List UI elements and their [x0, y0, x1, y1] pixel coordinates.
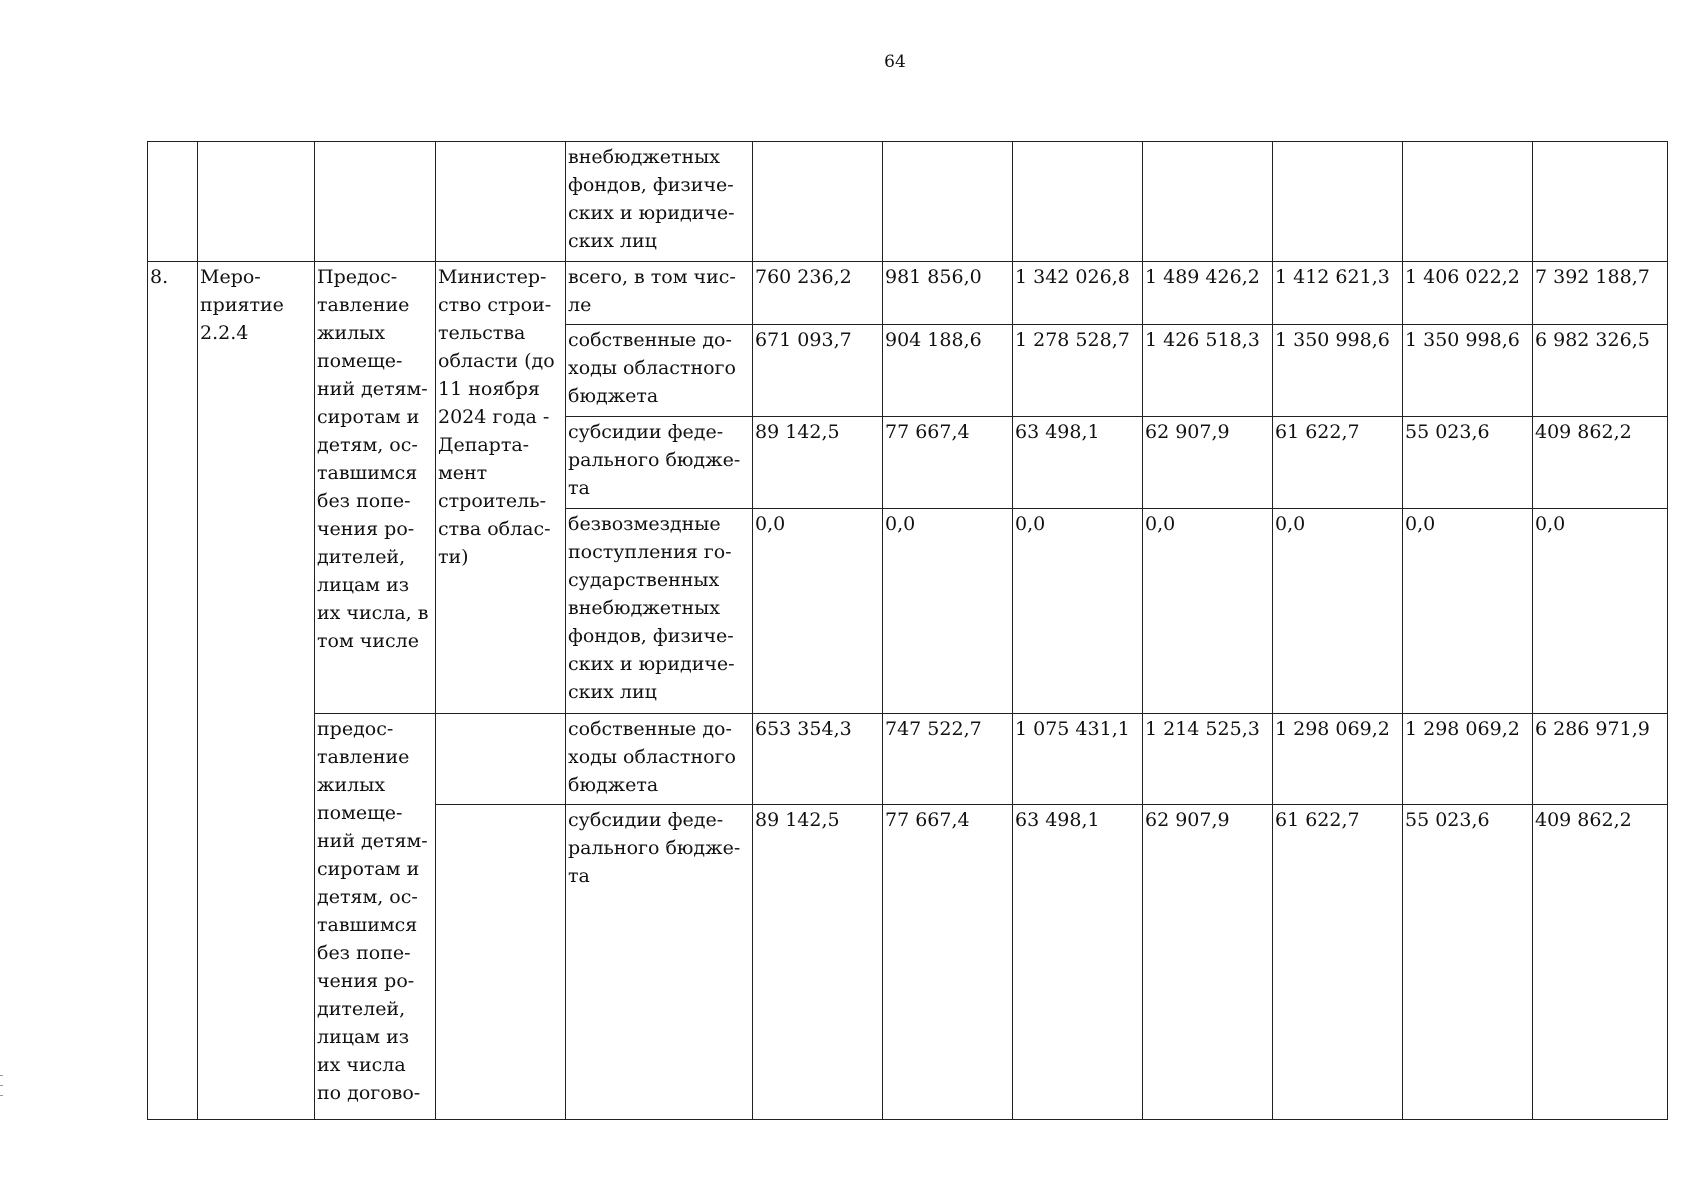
value-cell: 62 907,9 [1143, 417, 1273, 509]
funding-source-cell: субсидии феде-рального бюдже-та [566, 805, 753, 1120]
empty-cell [436, 805, 566, 1120]
sub-event-description: предос-тавление жилых помеще-ний детям-сиротам и детям, ос-тавшимся без попе-чения ро-дителей, лицам из их числа по догово- [315, 714, 436, 1120]
value-cell: 1 342 026,8 [1013, 262, 1143, 325]
event-description: Предос-тавление жилых помеще-ний детям-сиротам и детям, ос-тавшимся без попе-чения ро-дителей, лицам из их числа, в том числе [315, 262, 436, 714]
value-cell: 0,0 [1273, 509, 1403, 714]
executor: Министер-ство строи-тельства области (до 11 ноября 2024 года - Департа-мент строитель-ства облас-ти) [436, 262, 566, 714]
empty-cell [883, 142, 1013, 262]
value-cell: 1 350 998,6 [1273, 325, 1403, 417]
funding-source-cell: собственные до-ходы областного бюджета [566, 325, 753, 417]
empty-cell [1533, 142, 1668, 262]
value-cell: 0,0 [883, 509, 1013, 714]
funding-source-cell: субсидии феде-рального бюдже-та [566, 417, 753, 509]
budget-table [147, 141, 1668, 1120]
value-cell: 904 188,6 [883, 325, 1013, 417]
empty-cell [436, 142, 566, 262]
value-cell: 1 426 518,3 [1143, 325, 1273, 417]
empty-cell [1403, 142, 1533, 262]
value-cell: 1 298 069,2 [1273, 714, 1403, 805]
empty-cell [1013, 142, 1143, 262]
value-cell: 77 667,4 [883, 417, 1013, 509]
value-cell: 62 907,9 [1143, 805, 1273, 1120]
value-cell: 0,0 [1143, 509, 1273, 714]
value-cell: 1 075 431,1 [1013, 714, 1143, 805]
empty-cell [436, 714, 566, 805]
value-cell: 1 298 069,2 [1403, 714, 1533, 805]
funding-source-cell: безвозмездные поступления го-сударственных внебюджетных фондов, физиче-ских и юридиче-ских лиц [566, 509, 753, 714]
empty-cell [198, 142, 315, 262]
scan-mark [0, 1095, 3, 1096]
value-cell: 63 498,1 [1013, 417, 1143, 509]
value-cell: 1 214 525,3 [1143, 714, 1273, 805]
value-cell: 6 286 971,9 [1533, 714, 1668, 805]
scan-mark [0, 1085, 3, 1086]
value-cell: 7 392 188,7 [1533, 262, 1668, 325]
funding-source-cell: внебюджетных фондов, физиче-ских и юридиче-ских лиц [566, 142, 753, 262]
value-cell: 1 278 528,7 [1013, 325, 1143, 417]
value-cell: 0,0 [1403, 509, 1533, 714]
row-number: 8. [148, 262, 198, 1120]
value-cell: 0,0 [1533, 509, 1668, 714]
event-name: Меро-приятие 2.2.4 [198, 262, 315, 1120]
value-cell: 981 856,0 [883, 262, 1013, 325]
value-cell: 55 023,6 [1403, 805, 1533, 1120]
budget-row [148, 714, 1668, 805]
value-cell: 409 862,2 [1533, 417, 1668, 509]
page-number: 64 [884, 52, 906, 72]
value-cell: 61 622,7 [1273, 805, 1403, 1120]
funding-source-cell: собственные до-ходы областного бюджета [566, 714, 753, 805]
value-cell: 671 093,7 [753, 325, 883, 417]
value-cell: 61 622,7 [1273, 417, 1403, 509]
scan-mark [0, 1075, 3, 1076]
value-cell: 1 412 621,3 [1273, 262, 1403, 325]
value-cell: 89 142,5 [753, 805, 883, 1120]
empty-cell [315, 142, 436, 262]
value-cell: 1 406 022,2 [1403, 262, 1533, 325]
empty-cell [753, 142, 883, 262]
value-cell: 89 142,5 [753, 417, 883, 509]
value-cell: 0,0 [1013, 509, 1143, 714]
value-cell: 760 236,2 [753, 262, 883, 325]
value-cell: 63 498,1 [1013, 805, 1143, 1120]
empty-cell [1143, 142, 1273, 262]
value-cell: 77 667,4 [883, 805, 1013, 1120]
value-cell: 6 982 326,5 [1533, 325, 1668, 417]
value-cell: 747 522,7 [883, 714, 1013, 805]
value-cell: 409 862,2 [1533, 805, 1668, 1120]
value-cell: 1 350 998,6 [1403, 325, 1533, 417]
funding-source-cell: всего, в том чис-ле [566, 262, 753, 325]
continuation-row [148, 142, 1668, 262]
budget-row [148, 262, 1668, 325]
value-cell: 1 489 426,2 [1143, 262, 1273, 325]
empty-cell [148, 142, 198, 262]
value-cell: 0,0 [753, 509, 883, 714]
empty-cell [1273, 142, 1403, 262]
value-cell: 55 023,6 [1403, 417, 1533, 509]
value-cell: 653 354,3 [753, 714, 883, 805]
